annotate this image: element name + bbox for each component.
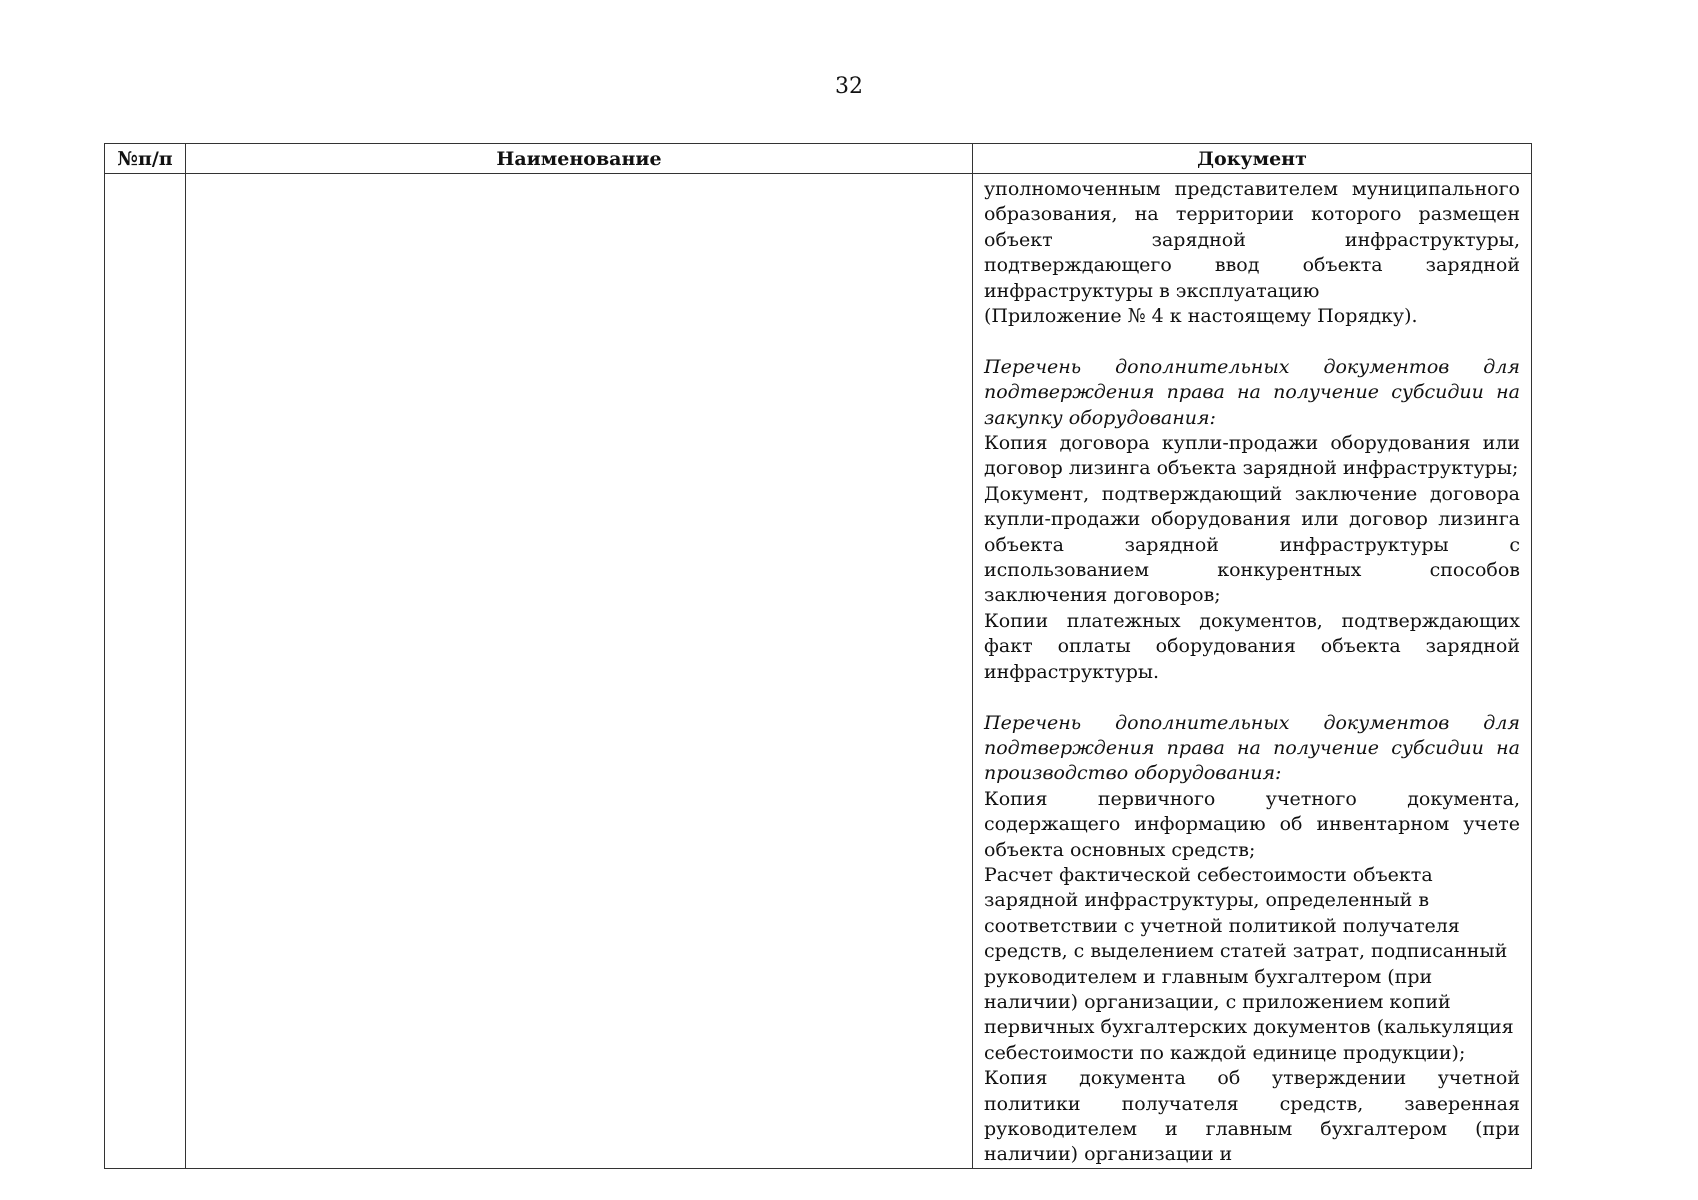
table-row xyxy=(105,174,1532,1169)
header-name: Наименование xyxy=(186,144,973,174)
doc-paragraph: Копия первичного учетного документа, содержащего информацию об инвентарном учете объекта основных средств; xyxy=(984,787,1520,861)
doc-paragraph: Копии платежных документов, подтверждающих факт оплаты оборудования объекта зарядной инфраструктуры. xyxy=(984,609,1520,683)
doc-paragraph: Документ, подтверждающий заключение договора купли-продажи оборудования или договор лизинга объекта зарядной инфраструктуры с использованием конкурентных способов заключения договоров; xyxy=(984,482,1520,607)
cell-num xyxy=(105,174,186,1169)
doc-paragraph-end: (Приложение № 4 к настоящему Порядку). xyxy=(984,305,1418,328)
doc-paragraph: Копия договора купли-продажи оборудования или договор лизинга объекта зарядной инфраструктуры; xyxy=(984,432,1520,480)
doc-paragraph: уполномоченным представителем муниципального образования, на территории которого размещен объект зарядной инфраструктуры, подтверждающего ввод объекта зарядной инфраструктуры в эксплуатацию xyxy=(984,178,1520,302)
doc-paragraph: Расчет фактической себестоимости объекта зарядной инфраструктуры, определенный в соответствии с учетной политикой получателя средств, с выделением статей затрат, подписанный руководителем и главным бухгалтером (при наличии) организации, с приложением копий первичных бухгалтерских документов (калькуляция себестоимости по каждой единице продукции); xyxy=(984,863,1514,1064)
document-text xyxy=(973,174,1531,1168)
header-document: Документ xyxy=(973,144,1532,174)
doc-section-heading-purchase: Перечень дополнительных документов для подтверждения права на получение субсидии на закупку оборудования: xyxy=(984,355,1520,429)
header-num: №п/п xyxy=(105,144,186,174)
cell-name xyxy=(186,174,973,1169)
spacer xyxy=(984,685,1520,710)
documents-table xyxy=(104,143,1532,1169)
doc-section-heading-production: Перечень дополнительных документов для подтверждения права на получение субсидии на производство оборудования: xyxy=(984,711,1520,785)
table-header-row xyxy=(105,144,1532,174)
doc-paragraph: Копия документа об утверждении учетной политики получателя средств, заверенная руководителем и главным бухгалтером (при наличии) организации и xyxy=(984,1067,1520,1166)
page-number: 32 xyxy=(835,74,863,99)
cell-document xyxy=(973,174,1532,1169)
spacer xyxy=(984,329,1520,354)
